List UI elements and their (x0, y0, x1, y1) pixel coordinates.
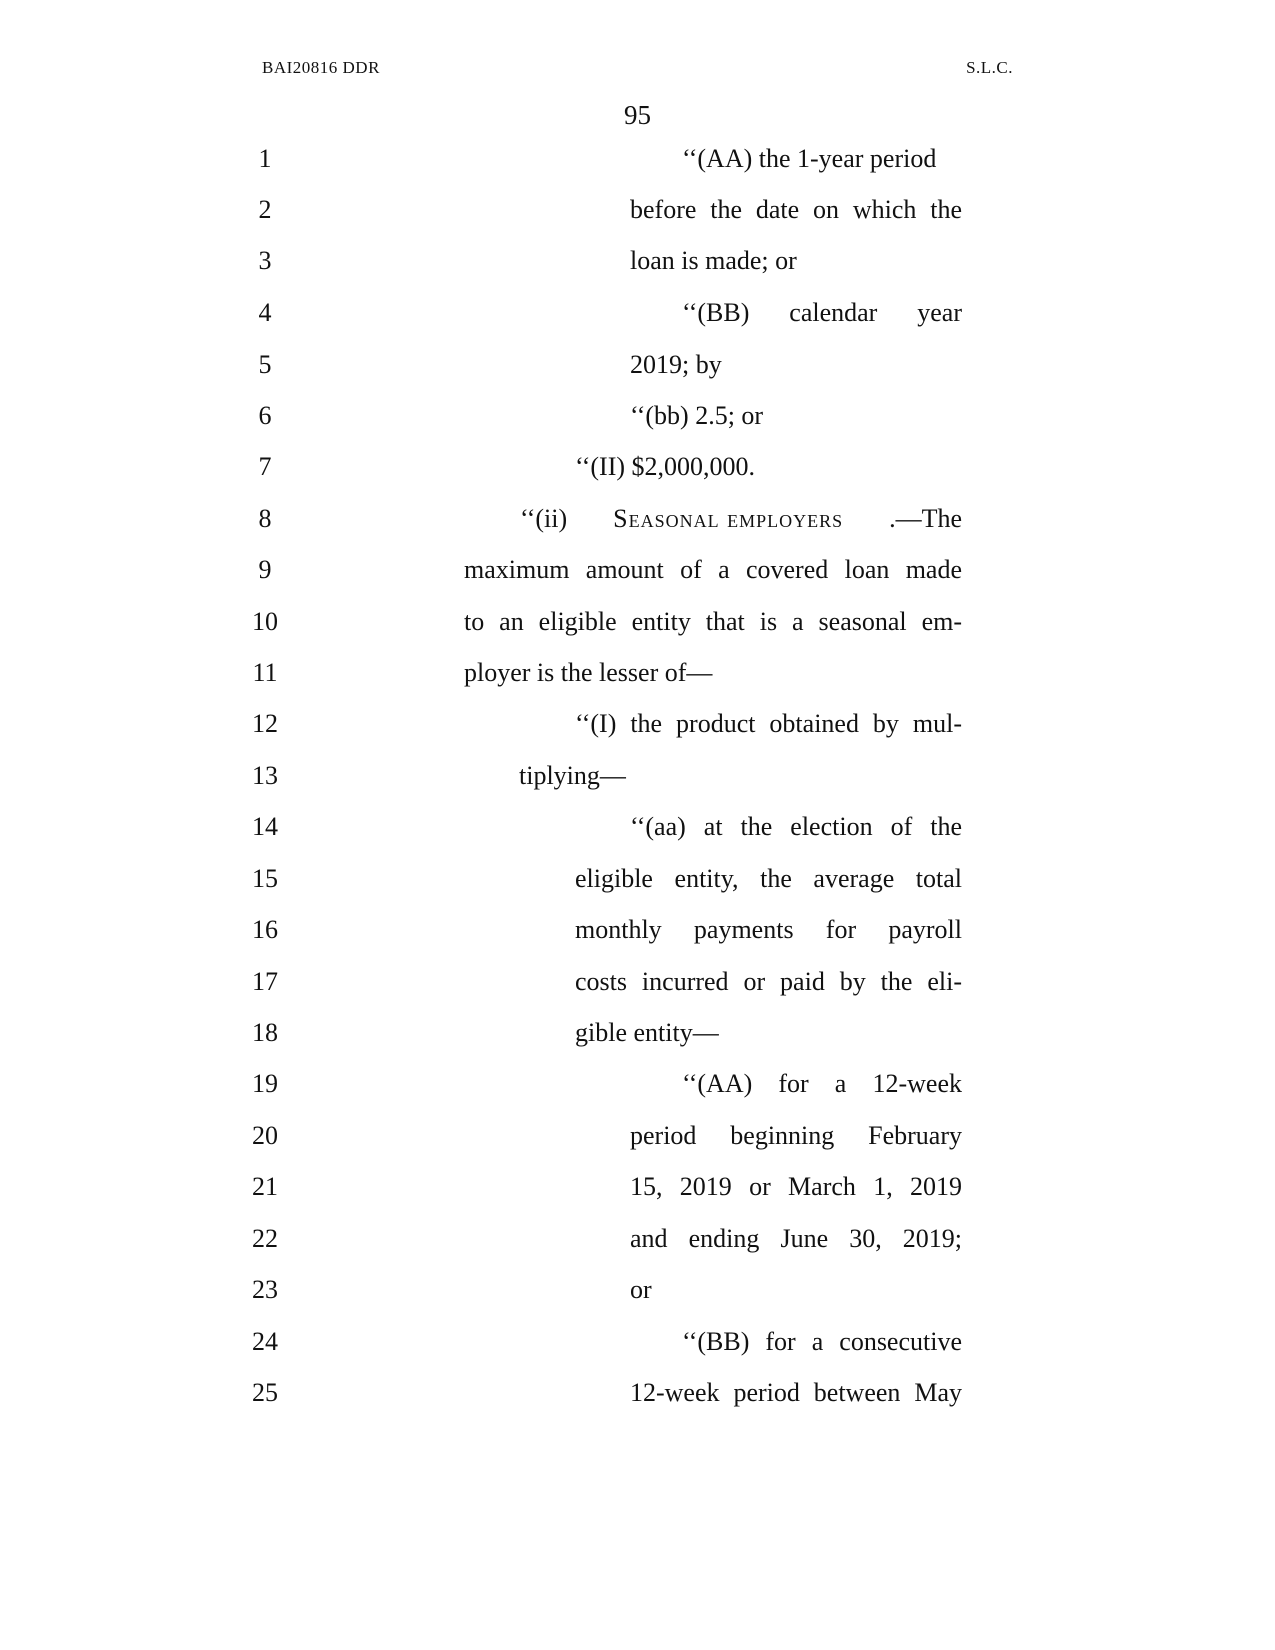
text-line (0, 298, 1275, 338)
line-number: 10 (252, 607, 278, 636)
line-text: ‘‘(bb) 2.5; or (630, 401, 764, 430)
line-text: ‘‘(aa) at the election of the (630, 812, 962, 841)
line-text: tiplying— (519, 761, 626, 790)
office-code: S.L.C. (966, 58, 1013, 77)
line-text: ployer is the lesser of— (464, 658, 713, 687)
line-number: 7 (258, 452, 272, 481)
line-number: 19 (252, 1069, 278, 1098)
text-line (0, 246, 1275, 286)
line-number: 12 (252, 709, 278, 738)
text-line (0, 1224, 1275, 1264)
text-line (0, 761, 1275, 801)
subsection-heading: Seasonal employers (613, 504, 844, 533)
line-text: and ending June 30, 2019; (630, 1224, 962, 1253)
text-line (0, 607, 1275, 647)
line-number: 13 (252, 761, 278, 790)
line-text: ‘‘(AA) for a 12-week (682, 1069, 962, 1098)
line-number: 2 (258, 195, 272, 224)
text-line (0, 1018, 1275, 1058)
line-number: 14 (252, 812, 278, 841)
line-text: 12-week period between May (630, 1378, 962, 1407)
text-line (0, 1275, 1275, 1315)
subsection-heading-tail: .—The (889, 504, 962, 533)
text-line (0, 1172, 1275, 1212)
text-line (0, 864, 1275, 904)
line-number: 17 (252, 967, 278, 996)
line-text: to an eligible entity that is a seasonal em- (464, 607, 962, 636)
line-number: 25 (252, 1378, 278, 1407)
line-text: 15, 2019 or March 1, 2019 (630, 1172, 962, 1201)
line-number: 3 (258, 246, 272, 275)
subsection-designator: ‘‘(ii) (520, 504, 568, 533)
line-text: loan is made; or (630, 246, 797, 275)
text-line (0, 144, 1275, 184)
line-number: 15 (252, 864, 278, 893)
line-text: ‘‘(AA) the 1-year period (682, 144, 937, 173)
line-text: before the date on which the (630, 195, 962, 224)
text-line (0, 1327, 1275, 1367)
line-number: 1 (258, 144, 272, 173)
document-id: BAI20816 DDR (262, 58, 380, 77)
text-line (0, 658, 1275, 698)
line-number: 23 (252, 1275, 278, 1304)
text-line (0, 709, 1275, 749)
line-text: maximum amount of a covered loan made (464, 555, 962, 584)
text-line (0, 555, 1275, 595)
text-line (0, 915, 1275, 955)
text-line (0, 967, 1275, 1007)
line-number: 24 (252, 1327, 278, 1356)
line-number: 8 (258, 504, 272, 533)
text-line (0, 452, 1275, 492)
line-number: 16 (252, 915, 278, 944)
line-number: 18 (252, 1018, 278, 1047)
line-number: 9 (258, 555, 272, 584)
line-number: 4 (258, 298, 272, 327)
line-text: eligible entity, the average total (575, 864, 962, 893)
line-number: 6 (258, 401, 272, 430)
line-number: 5 (258, 350, 272, 379)
line-text: gible entity— (575, 1018, 719, 1047)
line-text: ‘‘(BB) calendar year (682, 298, 962, 327)
line-number: 11 (252, 658, 278, 687)
page-number: 95 (624, 100, 651, 130)
text-line (0, 812, 1275, 852)
line-text: 2019; by (630, 350, 722, 379)
line-number: 21 (252, 1172, 278, 1201)
line-text: period beginning February (630, 1121, 962, 1150)
line-text (520, 504, 962, 534)
line-number: 22 (252, 1224, 278, 1253)
text-line (0, 504, 1275, 544)
text-line (0, 350, 1275, 390)
line-text: or (630, 1275, 652, 1304)
line-number: 20 (252, 1121, 278, 1150)
text-line (0, 1069, 1275, 1109)
line-text: ‘‘(II) $2,000,000. (575, 452, 756, 481)
text-line (0, 1378, 1275, 1418)
text-line (0, 195, 1275, 235)
line-text: ‘‘(I) the product obtained by mul- (575, 709, 962, 738)
line-text: monthly payments for payroll (575, 915, 962, 944)
text-line (0, 1121, 1275, 1161)
line-text: ‘‘(BB) for a consecutive (682, 1327, 962, 1356)
text-line (0, 401, 1275, 441)
line-text: costs incurred or paid by the eli- (575, 967, 962, 996)
